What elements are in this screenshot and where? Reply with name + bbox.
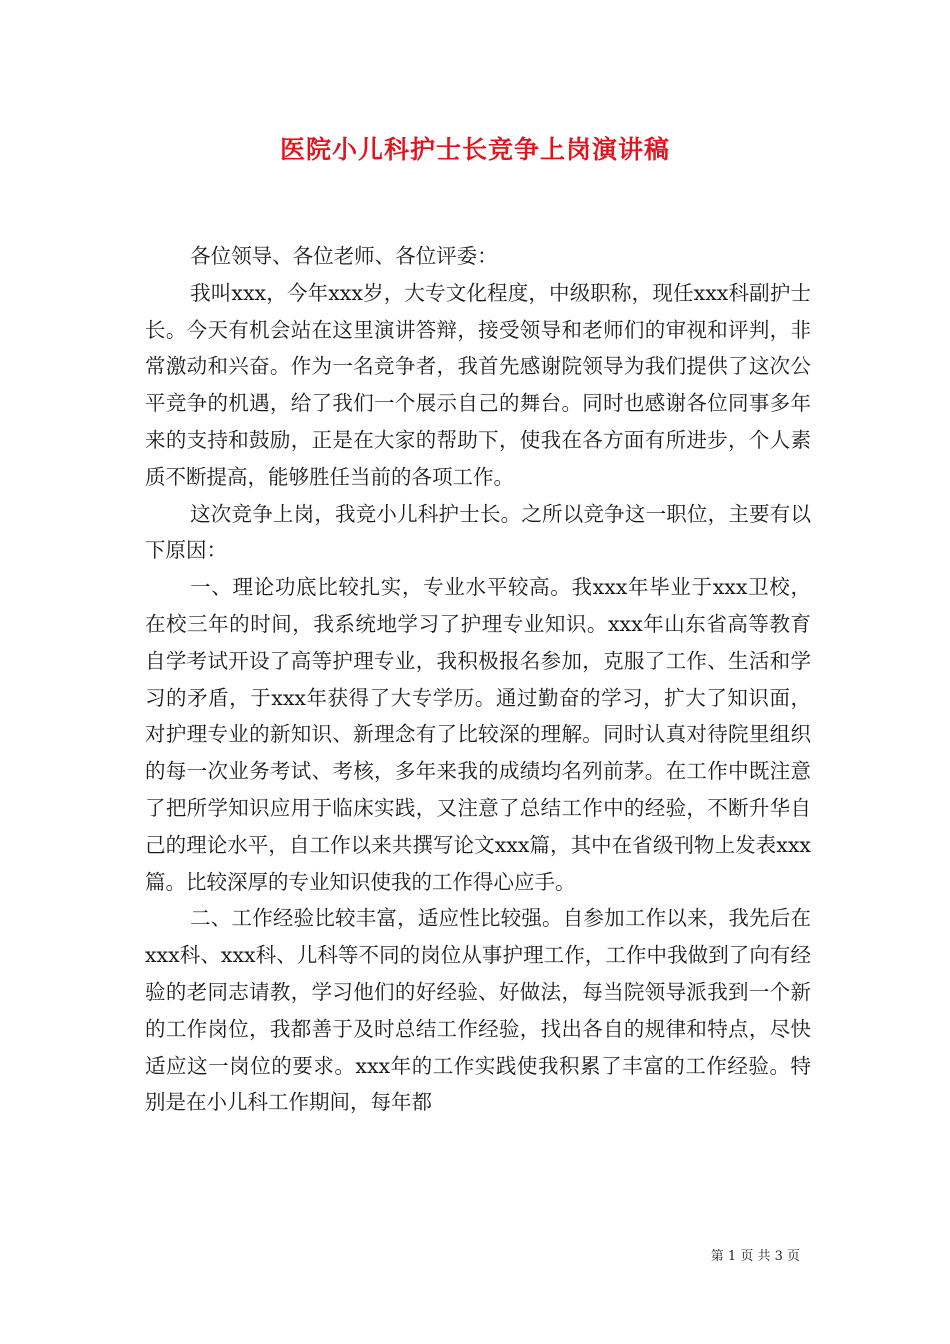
- reason-paragraph: 这次竞争上岗，我竞小儿科护士长。之所以竞争这一职位，主要有以下原因：: [145, 501, 811, 563]
- point-one-paragraph: 一、理论功底比较扎实，专业水平较高。我xxx年毕业于xxx卫校，在校三年的时间，我系统地学习了护理专业知识。xxx年山东省高等教育自学考试开设了高等护理专业，我积极报名参加，克服了工作、生活和学习的矛盾，于xxx年获得了大专学历。通过勤奋的学习，扩大了知识面，对护理专业的新知识、新理念有了比较深的理解。同时认真对待院里组织的每一次业务考试、考核，多年来我的成绩均名列前茅。在工作中既注意了把所学知识应用于临床实践，又注意了总结工作中的经验，不断升华自己的理论水平，自工作以来共撰写论文xxx篇，其中在省级刊物上发表xxx篇。比较深厚的专业知识使我的工作得心应手。: [145, 575, 811, 894]
- document-body: [145, 238, 811, 1121]
- intro-paragraph: 我叫xxx，今年xxx岁，大专文化程度，中级职称，现任xxx科副护士长。今天有机会站在这里演讲答辩，接受领导和老师们的审视和评判，非常激动和兴奋。作为一名竞争者，我首先感谢院领导为我们提供了这次公平竞争的机遇，给了我们一个展示自己的舞台。同时也感谢各位同事多年来的支持和鼓励，正是在大家的帮助下，使我在各方面有所进步，个人素质不断提高，能够胜任当前的各项工作。: [145, 280, 811, 489]
- point-two-paragraph: 二、工作经验比较丰富，适应性比较强。自参加工作以来，我先后在xxx科、xxx科、儿科等不同的岗位从事护理工作，工作中我做到了向有经验的老同志请教，学习他们的好经验、好做法，每当院领导派我到一个新的工作岗位，我都善于及时总结工作经验，找出各自的规律和特点，尽快适应这一岗位的要求。xxx年的工作实践使我积累了丰富的工作经验。特别是在小儿科工作期间，每年都: [145, 906, 811, 1115]
- page-number: 第 1 页 共 3 页: [710, 1249, 800, 1264]
- document-title: 医院小儿科护士长竞争上岗演讲稿: [279, 135, 670, 164]
- salutation-paragraph: 各位领导、各位老师、各位评委：: [190, 244, 498, 268]
